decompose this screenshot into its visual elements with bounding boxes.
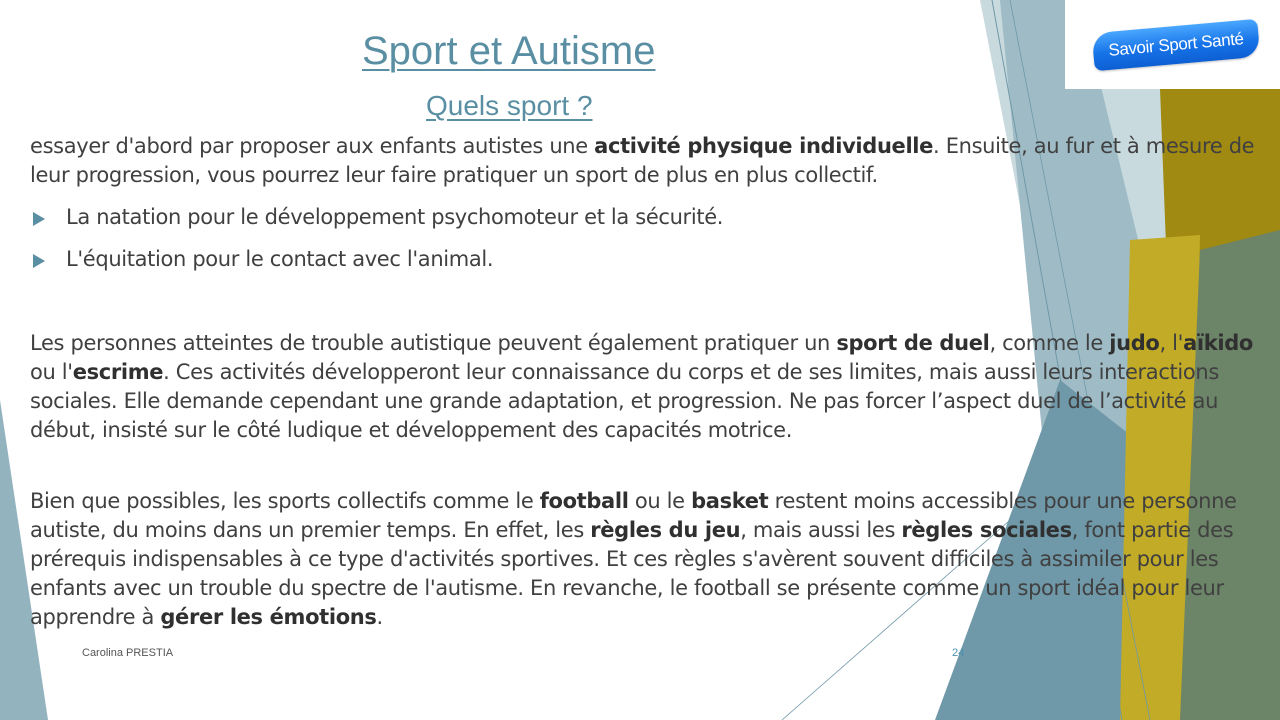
emphasis-text: basket xyxy=(691,489,769,513)
slide-subtitle: Quels sport ? xyxy=(426,90,593,121)
page-number: 24 xyxy=(952,647,965,659)
emphasis-text: activité physique individuelle xyxy=(594,134,934,158)
slide-title: Sport et Autisme xyxy=(362,29,656,73)
bullet-text: La natation pour le développement psychomoteur et la sécurité. xyxy=(66,205,724,229)
intro-paragraph xyxy=(30,132,1255,190)
emphasis-text: football xyxy=(539,489,629,513)
text-run: , mais aussi les xyxy=(740,518,902,542)
text-run: ou le xyxy=(628,489,692,513)
bullet-item xyxy=(30,203,1230,245)
emphasis-text: aïkido xyxy=(1183,331,1253,355)
emphasis-text: judo xyxy=(1109,331,1160,355)
text-run: . Ces activités développeront leur connaissance du corps et de ses limites, mais aussi leurs interactions sociales. Elle demande cependant une grande adaptation, et progression. Ne pas forcer l’aspect duel de l’activité au début, insisté sur le côté ludique et développement des capacités motrice. xyxy=(30,360,1219,442)
triangle-bullet-icon xyxy=(33,212,45,226)
emphasis-text: sport de duel xyxy=(836,331,990,355)
text-run: . Ensuite, au fur et à mesure de leur progression, vous pourrez leur faire pratiquer un sport de plus en plus collectif. xyxy=(30,134,1255,187)
triangle-bullet-icon xyxy=(33,254,45,268)
duel-sports-paragraph xyxy=(30,329,1255,445)
logo-box xyxy=(1065,0,1280,89)
brand-logo xyxy=(1092,19,1261,71)
text-run: , l' xyxy=(1159,331,1184,355)
text-run: , comme le xyxy=(989,331,1110,355)
text-run: , font partie des prérequis indispensables à ce type d'activités sportives. Et ces règles s'avèrent souvent difficiles à assimiler pour les enfants avec un trouble du spectre de l'autisme. En revanche, le football se présente comme un sport idéal pour leur apprendre à xyxy=(30,518,1234,629)
emphasis-text: règles du jeu xyxy=(590,518,741,542)
emphasis-text: règles sociales xyxy=(901,518,1072,542)
text-run: restent moins accessibles pour une personne autiste, du moins dans un premier temps. En effet, les xyxy=(30,489,1237,542)
text-run: . xyxy=(376,605,383,629)
emphasis-text: gérer les émotions xyxy=(160,605,377,629)
bullet-item xyxy=(30,245,1230,287)
collective-sports-paragraph xyxy=(30,487,1255,632)
bullet-text: L'équitation pour le contact avec l'animal. xyxy=(66,247,494,271)
footer-author: Carolina PRESTIA xyxy=(82,647,174,659)
text-run: Bien que possibles, les sports collectifs comme le xyxy=(30,489,540,513)
logo-text: Savoir Sport Santé xyxy=(1107,29,1245,60)
text-run: essayer d'abord par proposer aux enfants autistes une xyxy=(30,134,595,158)
text-run: Les personnes atteintes de trouble autistique peuvent également pratiquer un xyxy=(30,331,837,355)
text-run: ou l' xyxy=(30,360,73,384)
bullet-list xyxy=(30,203,1230,287)
emphasis-text: escrime xyxy=(72,360,164,384)
